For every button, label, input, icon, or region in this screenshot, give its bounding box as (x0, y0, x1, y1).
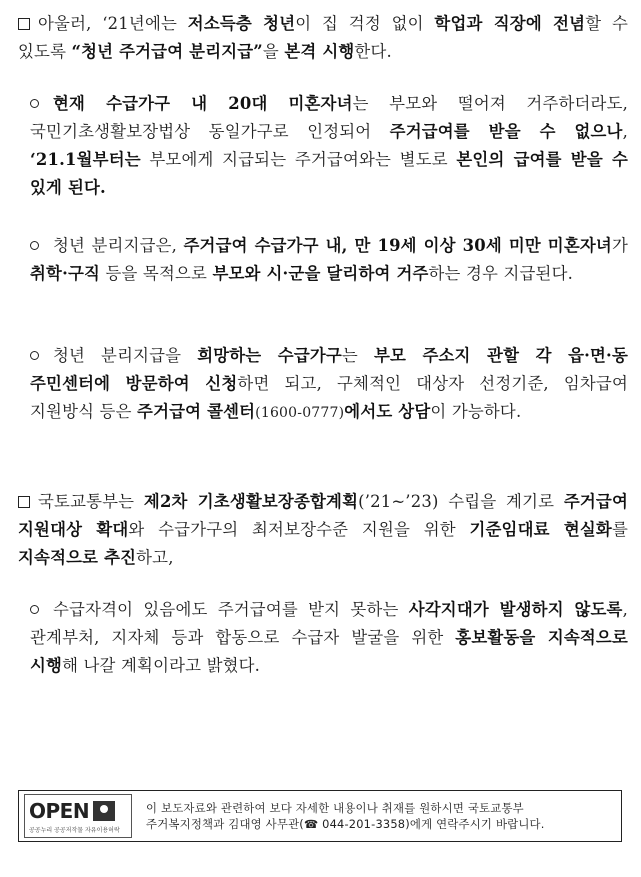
text: 청년 분리지급을 (53, 346, 198, 365)
bold-text: 희망하는 수급가구 (197, 346, 342, 365)
circle-bullet-icon (30, 605, 39, 614)
bold-text: 본인의 급여를 받을 수 있게 된다. (30, 150, 628, 197)
circle-bullet-icon (30, 241, 39, 250)
bullet-3-paragraph (30, 342, 628, 427)
text: 이 집 걱정 없이 (295, 14, 435, 33)
bold-text: 에서도 상담 (344, 402, 431, 421)
text: 한다. (354, 42, 392, 61)
text: 수급자격이 있음에도 주거급여를 받지 못하는 (53, 600, 409, 619)
bold-text: 주거급여 콜센터 (137, 402, 256, 421)
person-icon (93, 801, 115, 821)
text: 가 (611, 236, 628, 255)
text: 할 수 있도록 (18, 14, 629, 61)
bold-text: 사각지대가 발생하지 않도록 (408, 600, 623, 619)
text: 하고, (136, 548, 174, 567)
bold-text: 주거급여 수급가구 내, 만 19세 이상 30세 미만 미혼자녀 (183, 236, 612, 255)
text: 을 (262, 42, 285, 61)
contact-footer (18, 790, 622, 842)
bold-text: 주거급여 지원대상 확대 (18, 492, 628, 539)
bold-text: 저소득층 청년 (187, 14, 296, 33)
bold-text: 부모와 시·군을 달리하여 거주 (212, 264, 429, 283)
contact-line-1: 이 보도자료와 관련하여 보다 자세한 내용이나 취재를 원하시면 국토교통부 (146, 801, 524, 815)
bullet-1-paragraph (30, 90, 628, 202)
bold-text: 부모 주소지 관할 각 읍·면·동 주민센터에 방문하여 신청 (30, 346, 628, 393)
text: 국토교통부는 (38, 492, 144, 511)
bold-text: ‘21.1월부터는 (30, 150, 141, 169)
text: 는 부모와 떨어져 거주하더라도, 국민기초생활보장법상 동일가구로 인정되어 (30, 94, 629, 141)
text: 하는 경우 지급된다. (428, 264, 574, 283)
bold-text: 홍보활동을 지속적으로 시행 (30, 628, 628, 675)
bullet-4-paragraph (30, 596, 628, 680)
bold-text: 현재 수급가구 내 20대 미혼자녀 (53, 94, 353, 113)
phone-number: (1600-0777) (255, 405, 345, 421)
bold-text: 지속적으로 추진 (18, 548, 137, 567)
text: 와 수급가구의 최저보장수준 지원을 위한 (128, 520, 470, 539)
text: , 관계부처, 지자체 등과 합동으로 수급자 발굴을 위한 (30, 600, 628, 647)
bold-text: 주거급여를 받을 수 없으나 (389, 122, 623, 141)
bold-text: 기준임대료 현실화 (469, 520, 612, 539)
text: , (622, 122, 628, 141)
text: 하면 되고, 구체적인 대상자 선정기준, 임차급여 지원방식 등은 (30, 374, 628, 421)
section-2-paragraph (18, 488, 628, 572)
bold-text: 취학·구직 (30, 264, 101, 283)
contact-line-2: 주거복지정책과 김대영 사무관(☎ 044-201-3358)에게 연락주시기 바랍니다. (146, 817, 545, 831)
logo-subtext: 공공누리 공공저작물 자유이용허락 (29, 826, 120, 834)
text: 는 (341, 346, 374, 365)
contact-text (146, 800, 545, 832)
logo-text: OPEN (29, 798, 90, 823)
open-license-logo (24, 794, 132, 838)
bold-text: 본격 시행 (284, 42, 355, 61)
text: 청년 분리지급은, (53, 236, 184, 255)
section-1-paragraph (18, 10, 628, 66)
text: (’21~’23) 수립을 계기로 (358, 492, 564, 511)
bold-text: “청년 주거급여 분리지급” (71, 42, 263, 61)
bold-text: 학업과 직장에 전념 (434, 14, 586, 33)
text: 등을 목적으로 (100, 264, 213, 283)
text: 해 나갈 계획이라고 밝혔다. (62, 656, 261, 675)
text: 아울러, ‘21년에는 (38, 14, 188, 33)
circle-bullet-icon (30, 99, 39, 108)
bold-text: 제2차 기초생활보장종합계획 (143, 492, 359, 511)
circle-bullet-icon (30, 351, 39, 360)
text: 이 가능하다. (430, 402, 522, 421)
bullet-2-paragraph (30, 232, 628, 288)
square-bullet-icon (18, 18, 30, 30)
square-bullet-icon (18, 496, 30, 508)
text: 를 (611, 520, 628, 539)
text: 부모에게 지급되는 주거급여와는 별도로 (140, 150, 457, 169)
